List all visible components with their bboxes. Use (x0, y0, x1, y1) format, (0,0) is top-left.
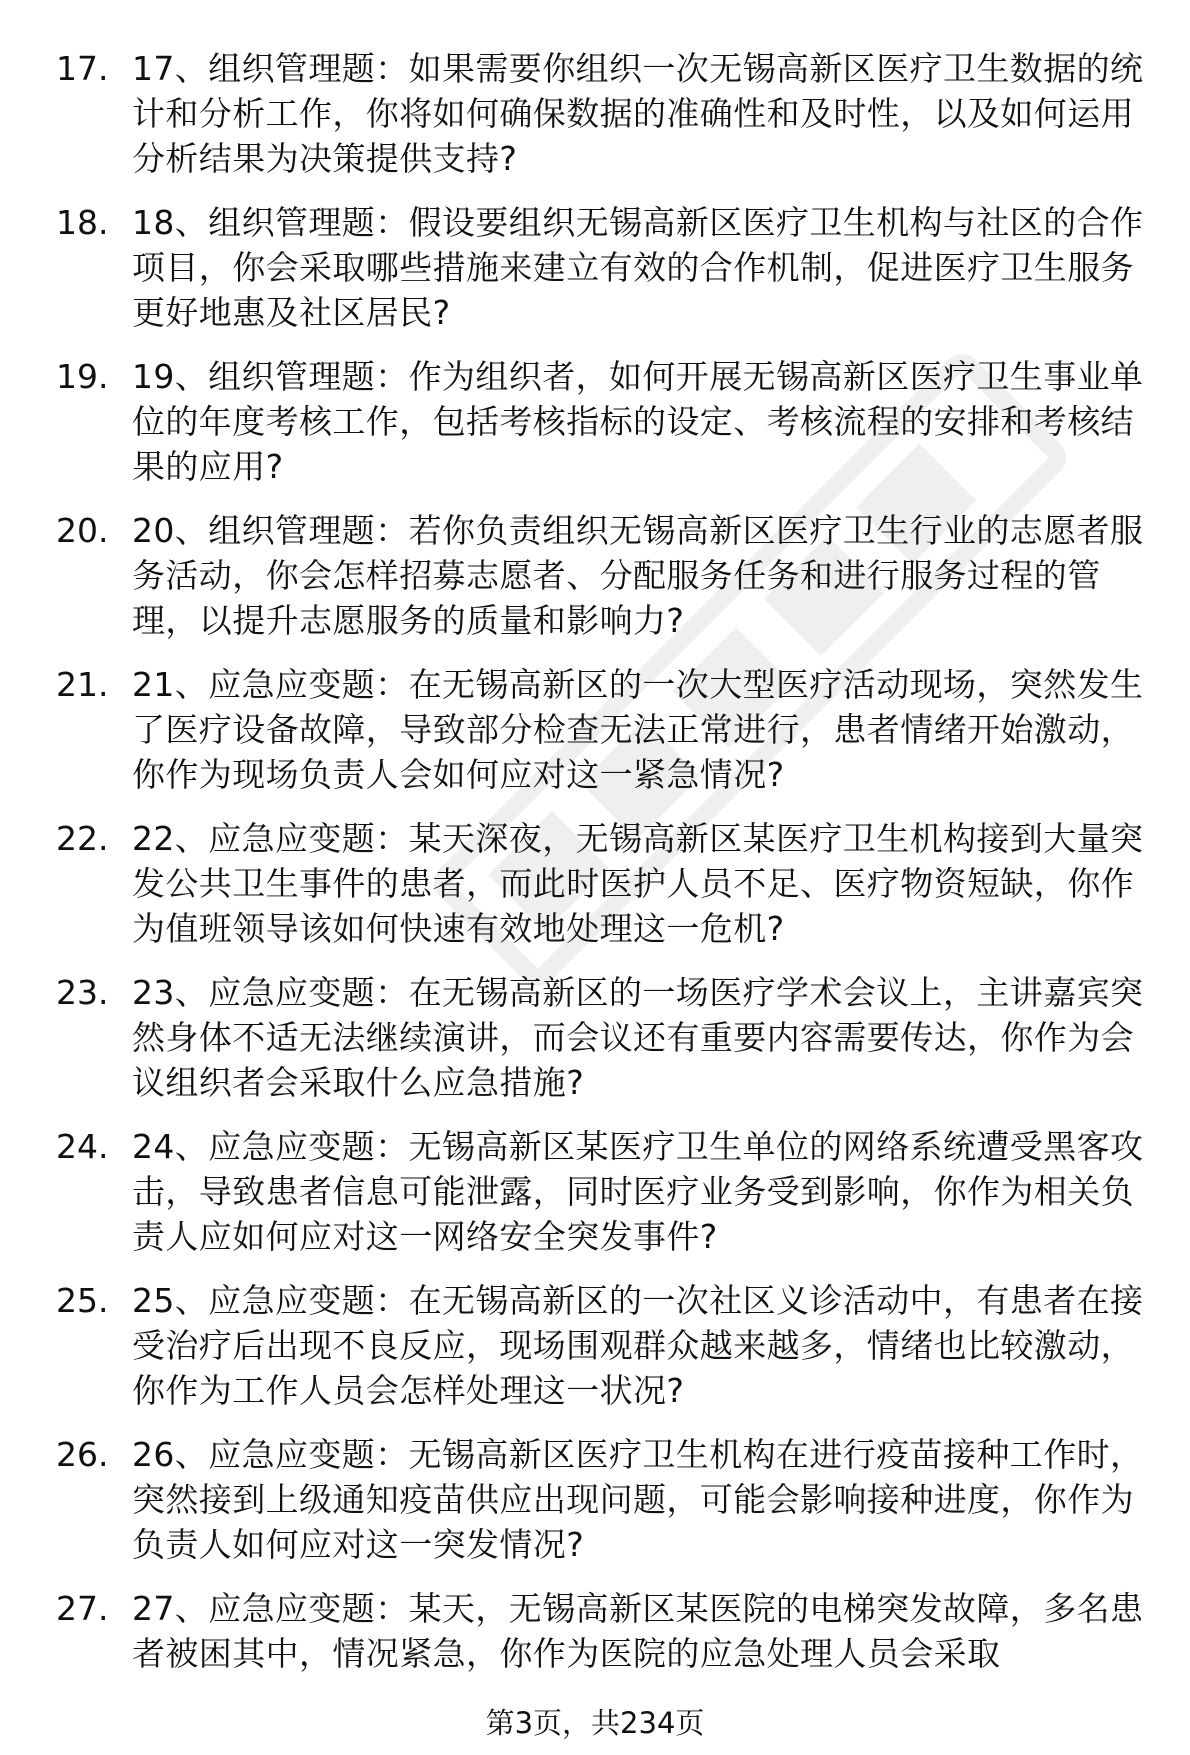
item-text: 24、应急应变题：无锡高新区某医疗卫生单位的网络系统遭受黑客攻击，导致患者信息可能泄露，同时医疗业务受到影响，你作为相关负责人应如何应对这一网络安全突发事件? (132, 1127, 1144, 1256)
item-text: 26、应急应变题：无锡高新区医疗卫生机构在进行疫苗接种工作时，突然接到上级通知疫苗供应出现问题，可能会影响接种进度，你作为负责人如何应对这一突发情况? (132, 1435, 1144, 1564)
question-item (56, 354, 1156, 489)
item-number: 27. (56, 1589, 109, 1628)
item-text: 22、应急应变题：某天深夜，无锡高新区某医疗卫生机构接到大量突发公共卫生事件的患者，而此时医护人员不足、医疗物资短缺，你作为值班领导该如何快速有效地处理这一危机? (132, 819, 1144, 948)
item-number: 17. (56, 49, 109, 88)
item-number: 21. (56, 665, 109, 704)
question-item (56, 662, 1156, 797)
question-item (56, 1124, 1156, 1259)
item-number: 24. (56, 1127, 109, 1166)
item-text: 17、组织管理题：如果需要你组织一次无锡高新区医疗卫生数据的统计和分析工作，你将如何确保数据的准确性和及时性，以及如何运用分析结果为决策提供支持? (132, 49, 1144, 178)
item-number: 20. (56, 511, 109, 550)
question-item (56, 1278, 1156, 1413)
item-text: 25、应急应变题：在无锡高新区的一次社区义诊活动中，有患者在接受治疗后出现不良反应，现场围观群众越来越多，情绪也比较激动，你作为工作人员会怎样处理这一状况? (132, 1281, 1144, 1410)
item-text: 19、组织管理题：作为组织者，如何开展无锡高新区医疗卫生事业单位的年度考核工作，包括考核指标的设定、考核流程的安排和考核结果的应用? (132, 357, 1144, 486)
question-item (56, 200, 1156, 335)
item-text: 21、应急应变题：在无锡高新区的一次大型医疗活动现场，突然发生了医疗设备故障，导致部分检查无法正常进行，患者情绪开始激动，你作为现场负责人会如何应对这一紧急情况? (132, 665, 1144, 794)
item-text: 18、组织管理题：假设要组织无锡高新区医疗卫生机构与社区的合作项目，你会采取哪些措施来建立有效的合作机制，促进医疗卫生服务更好地惠及社区居民? (132, 203, 1144, 332)
item-number: 22. (56, 819, 109, 858)
item-number: 26. (56, 1435, 109, 1474)
item-text: 27、应急应变题：某天，无锡高新区某医院的电梯突发故障，多名患者被困其中，情况紧急，你作为医院的应急处理人员会采取 (132, 1589, 1144, 1673)
question-item (56, 1586, 1156, 1676)
item-number: 19. (56, 357, 109, 396)
item-text: 23、应急应变题：在无锡高新区的一场医疗学术会议上，主讲嘉宾突然身体不适无法继续演讲，而会议还有重要内容需要传达，你作为会议组织者会采取什么应急措施? (132, 973, 1144, 1102)
item-text: 20、组织管理题：若你负责组织无锡高新区医疗卫生行业的志愿者服务活动，你会怎样招募志愿者、分配服务任务和进行服务过程的管理，以提升志愿服务的质量和影响力? (132, 511, 1144, 640)
item-number: 18. (56, 203, 109, 242)
question-item (56, 970, 1156, 1105)
item-number: 23. (56, 973, 109, 1012)
item-number: 25. (56, 1281, 109, 1320)
question-item (56, 508, 1156, 643)
question-item (56, 46, 1156, 181)
question-item (56, 816, 1156, 951)
page-footer: 第3页，共234页 (485, 1706, 705, 1740)
question-item (56, 1432, 1156, 1567)
question-list (56, 46, 1156, 1695)
